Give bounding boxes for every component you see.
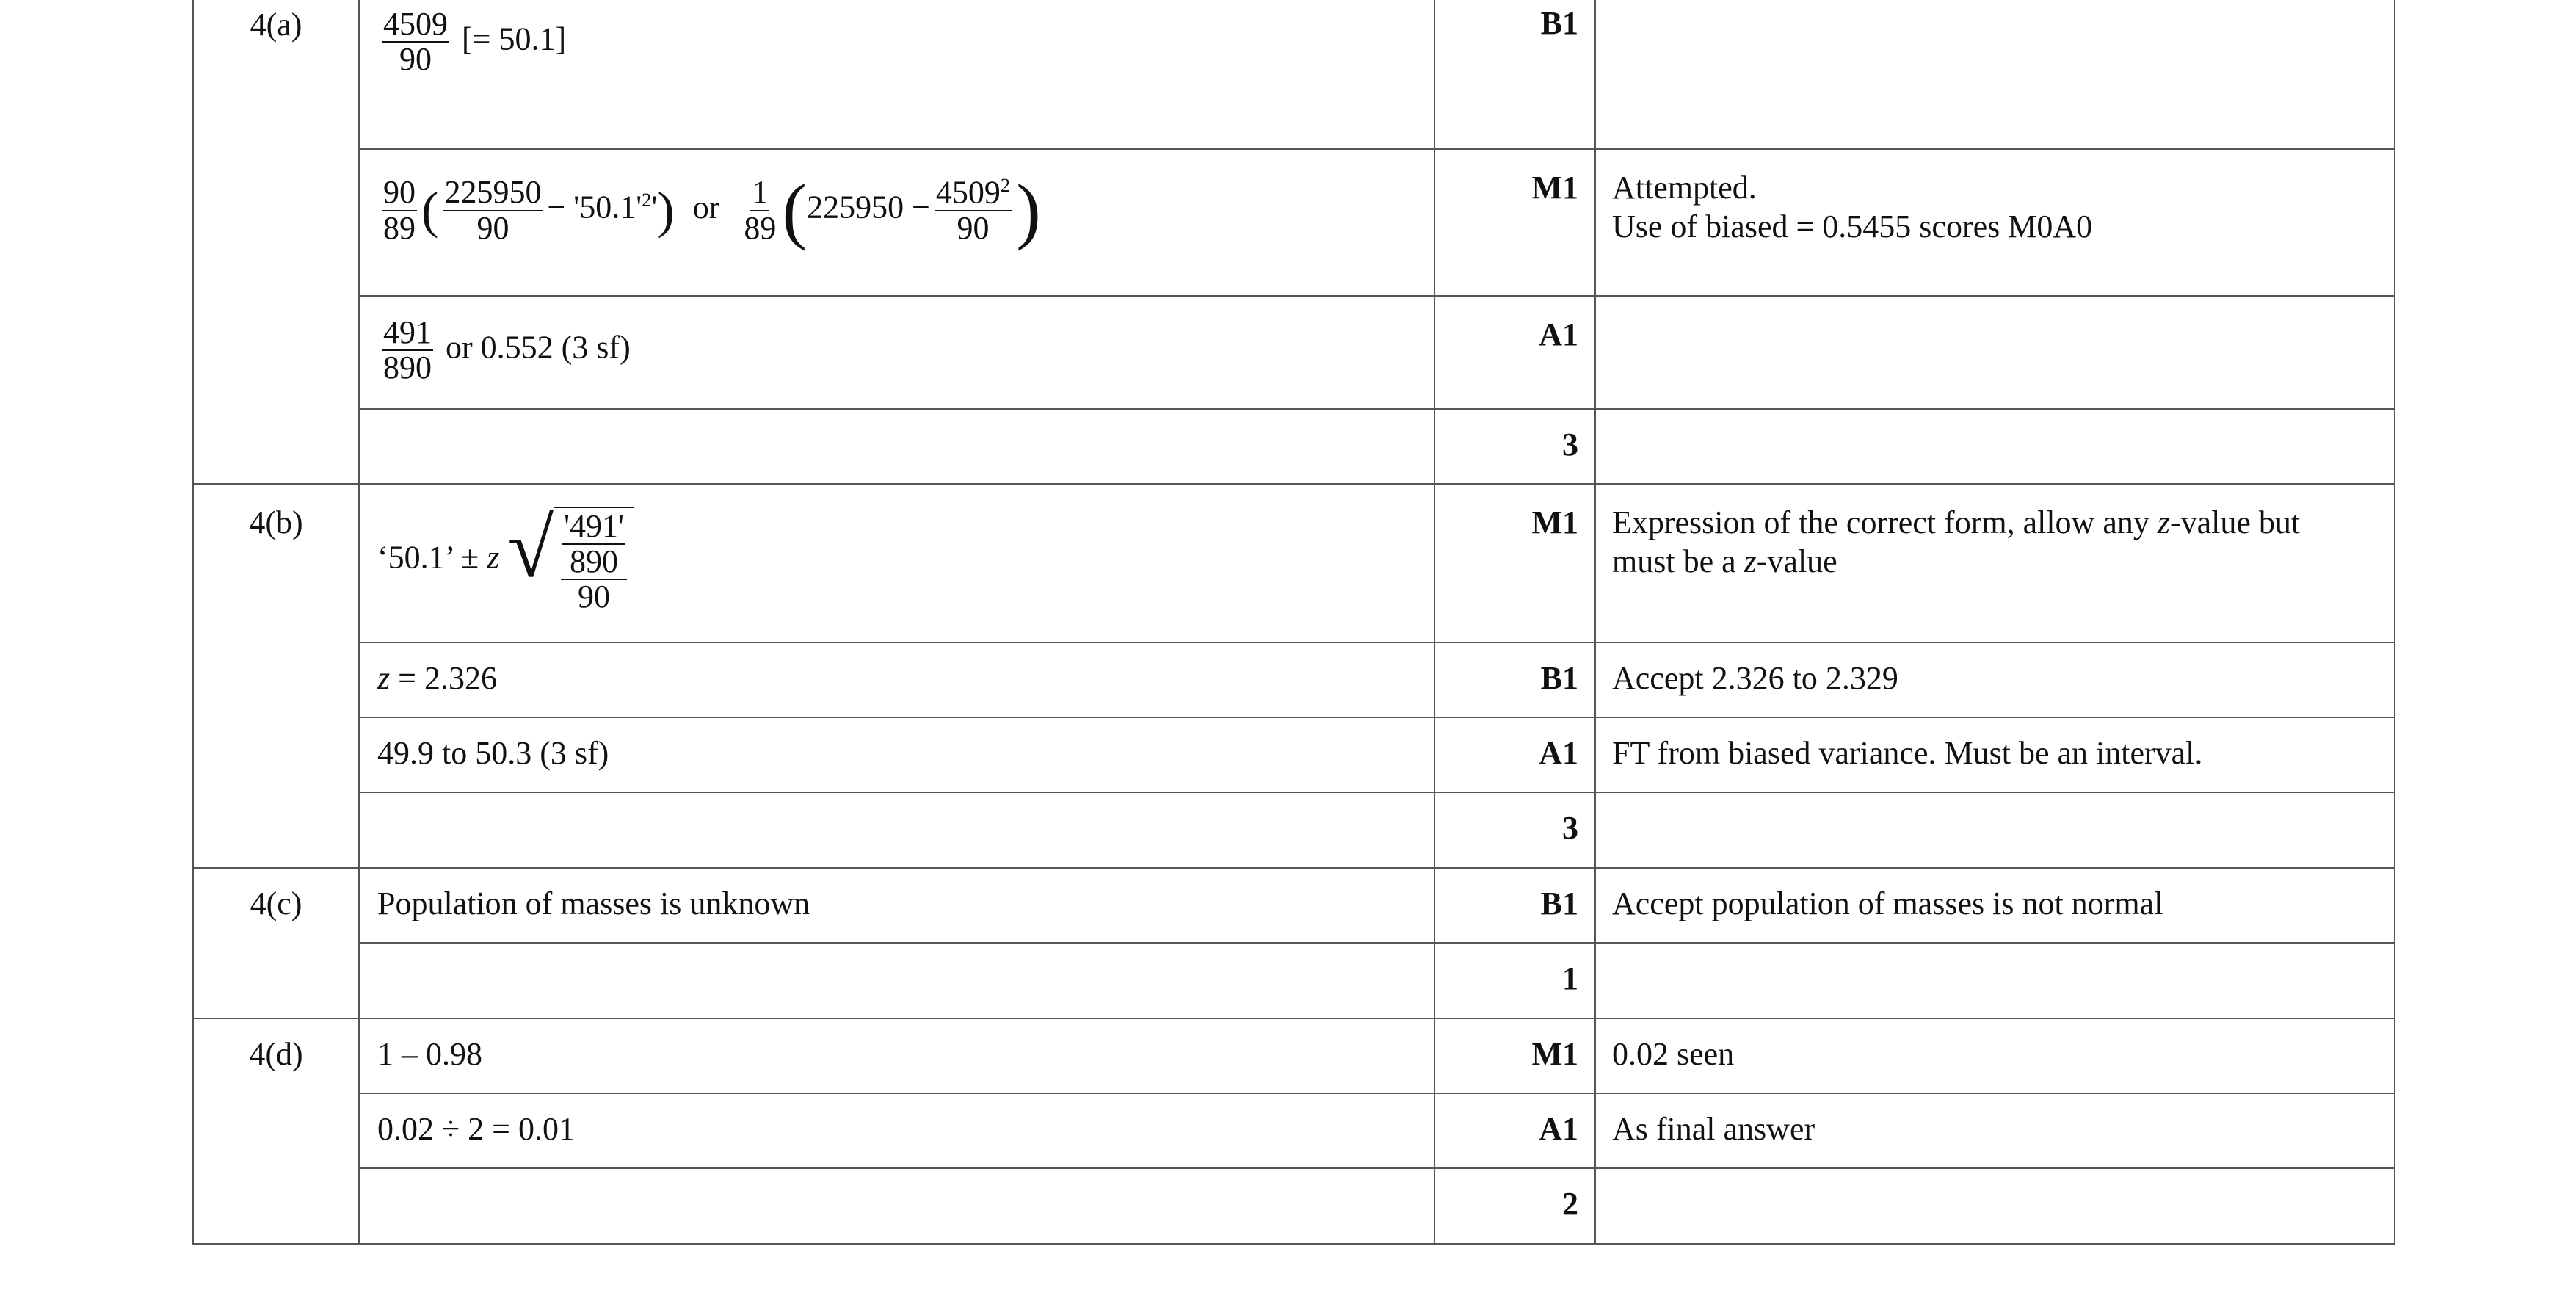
table-row (193, 943, 2395, 1018)
table-row (193, 409, 2395, 484)
fraction: $\frac{225950}{90}$ (444, 174, 542, 246)
guidance-cell (1595, 943, 2395, 1018)
guidance-cell (1595, 792, 2395, 868)
answer-cell (359, 409, 1434, 484)
mark-cell: M1 (1434, 484, 1595, 642)
answer-cell (359, 0, 1434, 149)
fraction: $\frac{4509^2}{90}$ (935, 174, 1011, 246)
guidance-cell (1595, 1168, 2395, 1244)
fraction: $\frac{4509}{90}$ (383, 6, 448, 78)
table-row (193, 642, 2395, 717)
table-row (193, 1093, 2395, 1168)
answer-cell: $\frac{491}{890}$ or 0.552 (3 sf) (359, 296, 1434, 409)
total-mark-cell: 3 (1434, 792, 1595, 868)
answer-cell: $\frac{90}{89}$ ( $\frac{225950}{90}$ − '$50.1'^2$') or $\frac{1}{89}$ (225950 − $\frac{4509^2}{90}$ ) (359, 149, 1434, 296)
table-row (193, 1168, 2395, 1244)
answer-cell: Population of masses is unknown (359, 868, 1434, 943)
table-row (193, 792, 2395, 868)
square-root: √ $\frac{\frac{'491'}{890}}{90}$ (507, 507, 634, 615)
table-row (193, 0, 2395, 149)
answer-cell: z = 2.326 (359, 642, 1434, 717)
table-row (193, 717, 2395, 792)
mark-cell: B1 (1434, 868, 1595, 943)
answer-cell (359, 943, 1434, 1018)
total-mark-cell: 1 (1434, 943, 1595, 1018)
mark-cell: A1 (1434, 717, 1595, 792)
answer-cell (359, 1168, 1434, 1244)
guidance-cell: Expression of the correct form, allow any z-value but must be a z-value (1595, 484, 2395, 642)
mark-cell: B1 (1434, 642, 1595, 717)
answer-cell: 0.02 ÷ 2 = 0.01 (359, 1093, 1434, 1168)
guidance-cell: Accept 2.326 to 2.329 (1595, 642, 2395, 717)
guidance-cell: Attempted. Use of biased = 0.5455 scores M0A0 (1595, 149, 2395, 296)
table-row (193, 1018, 2395, 1093)
mark-cell: M1 (1434, 149, 1595, 296)
guidance-cell (1595, 296, 2395, 409)
total-mark-cell: 3 (1434, 409, 1595, 484)
mark-cell: B1 (1434, 0, 1595, 149)
answer-text: [= 50.1] (462, 21, 567, 57)
mark-cell: A1 (1434, 1093, 1595, 1168)
fraction: $\frac{90}{89}$ (383, 174, 416, 246)
question-number: 4(b) (193, 484, 359, 868)
guidance-cell: 0.02 seen (1595, 1018, 2395, 1093)
guidance-cell (1595, 0, 2395, 149)
fraction: $\frac{491}{890}$ (383, 314, 432, 386)
answer-cell: 49.9 to 50.3 (3 sf) (359, 717, 1434, 792)
question-number: 4(d) (193, 1018, 359, 1244)
table-row (193, 296, 2395, 409)
mark-scheme-page (192, 0, 2394, 1293)
answer-cell (359, 792, 1434, 868)
mark-scheme-table (192, 0, 2395, 1245)
total-mark-cell: 2 (1434, 1168, 1595, 1244)
guidance-cell: As final answer (1595, 1093, 2395, 1168)
guidance-cell (1595, 409, 2395, 484)
table-row (193, 149, 2395, 296)
mark-cell: A1 (1434, 296, 1595, 409)
table-row (193, 484, 2395, 642)
table-row (193, 868, 2395, 943)
mark-cell: M1 (1434, 1018, 1595, 1093)
guidance-cell: FT from biased variance. Must be an interval. (1595, 717, 2395, 792)
question-number: 4(c) (193, 868, 359, 1018)
fraction: $\frac{1}{89}$ (744, 174, 777, 246)
answer-cell: ‘50.1’ ± z √ $\frac{\frac{'491'}{890}}{90}$ (359, 484, 1434, 642)
question-number: 4(a) (193, 0, 359, 484)
guidance-cell: Accept population of masses is not normal (1595, 868, 2395, 943)
answer-cell: 1 – 0.98 (359, 1018, 1434, 1093)
fraction: $\frac{\frac{'491'}{890}}{90}$ (561, 510, 627, 615)
